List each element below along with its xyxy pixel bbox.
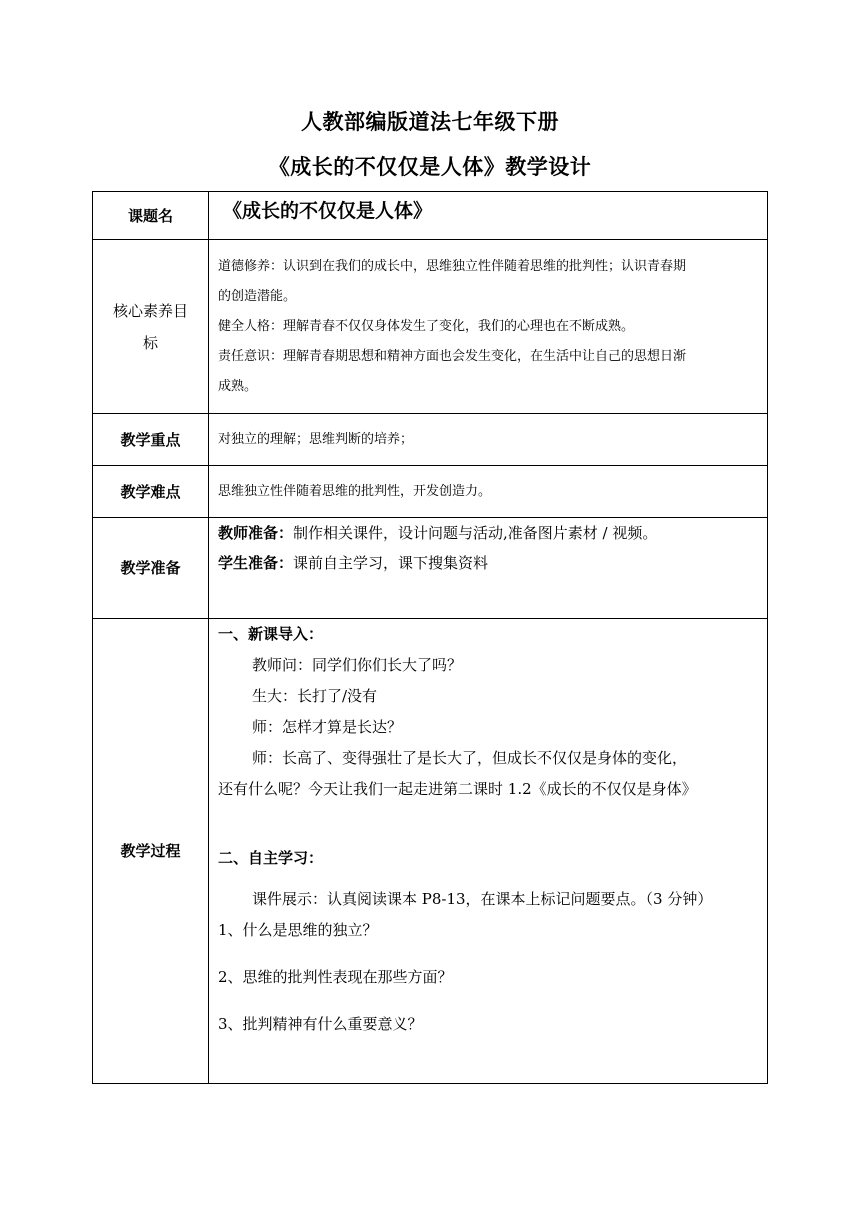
prep-text	[209, 518, 767, 578]
student-prep-label: 学生准备：	[218, 554, 294, 572]
section-heading: 一、新课导入：	[218, 625, 324, 643]
document-subtitle: 《成长的不仅仅是人体》教学设计	[268, 155, 592, 179]
goals-label-line2: 标	[142, 333, 158, 352]
topic-cell	[209, 192, 768, 240]
difficulty-value: 思维独立性伴随着思维的批判性，开发创造力。	[218, 483, 492, 499]
activity-instruction: 课件展示：认真阅读课本 P8-13，在课本上标记问题要点。（3 分钟）	[252, 890, 713, 908]
goals-line: 责任意识：理解青春期思想和精神方面也会发生变化，在生活中让自己的思想日渐	[218, 348, 687, 364]
prep-label: 教学准备	[93, 518, 209, 619]
goals-label	[93, 240, 209, 414]
dialogue-line-continued: 还有什么呢？今天让我们一起走进第二课时 1.2《成长的不仅仅是身体》	[218, 780, 697, 798]
prep-cell	[209, 518, 768, 619]
lesson-plan-table	[92, 191, 768, 1084]
focus-label: 教学重点	[93, 414, 209, 466]
goals-text	[209, 252, 767, 402]
dialogue-line: 生大：长打了/没有	[252, 687, 378, 705]
question-item: 1、什么是思维的独立？	[218, 921, 378, 939]
topic-label: 课题名	[93, 192, 209, 240]
table-row-focus	[93, 414, 768, 466]
dialogue-line: 教师问：同学们你们长大了吗？	[252, 656, 463, 674]
table-row-goals	[93, 240, 768, 414]
difficulty-label: 教学难点	[93, 466, 209, 518]
teacher-prep-line	[218, 518, 761, 548]
section-heading: 二、自主学习：	[218, 849, 324, 867]
teacher-prep-label: 教师准备：	[218, 524, 294, 542]
teacher-prep-value: 制作相关课件，设计问题与活动,准备图片素材 / 视频。	[293, 524, 658, 542]
process-label: 教学过程	[93, 619, 209, 1084]
table-row-preparation	[93, 518, 768, 619]
process-content	[209, 619, 767, 1040]
process-cell	[209, 619, 768, 1084]
dialogue-line: 师：长高了、变得强壮了是长大了，但成长不仅仅是身体的变化，	[252, 749, 688, 767]
dialogue-line: 师：怎样才算是长达？	[252, 718, 403, 736]
student-prep-value: 课前自主学习，课下搜集资料	[293, 554, 489, 572]
student-prep-line	[218, 548, 761, 578]
question-item: 3、批判精神有什么重要意义？	[218, 1015, 423, 1033]
goals-line: 成熟。	[218, 378, 258, 394]
topic-value: 《成长的不仅仅是人体》	[223, 200, 433, 222]
goals-line: 道德修养：认识到在我们的成长中，思维独立性伴随着思维的批判性；认识青春期	[218, 258, 687, 274]
goals-line: 健全人格：理解青春不仅仅身体发生了变化，我们的心理也在不断成熟。	[218, 318, 635, 334]
focus-cell	[209, 414, 768, 466]
document-title: 人教部编版道法七年级下册	[301, 110, 559, 134]
question-item: 2、思维的批判性表现在那些方面？	[218, 968, 453, 986]
table-row-process	[93, 619, 768, 1084]
goals-label-line1: 核心素养目	[112, 301, 188, 320]
table-row-topic	[93, 192, 768, 240]
table-row-difficulty	[93, 466, 768, 518]
goals-line: 的创造潜能。	[218, 288, 297, 304]
goals-cell	[209, 240, 768, 414]
focus-value: 对独立的理解；思维判断的培养；	[218, 431, 414, 447]
difficulty-cell	[209, 466, 768, 518]
